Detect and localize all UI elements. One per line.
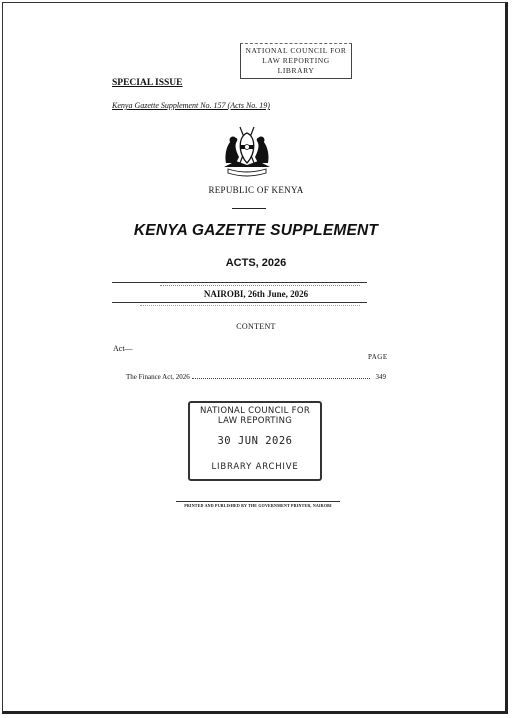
content-heading: CONTENT [236, 322, 276, 331]
acts-heading: ACTS, 2026 [225, 257, 287, 269]
stamp-top-line3: LIBRARY [277, 66, 315, 75]
rule-top-dotted [160, 285, 360, 286]
supplement-reference: Kenya Gazette Supplement No. 157 (Acts No. 19) [112, 101, 270, 110]
stamp-line2: LAW REPORTING [217, 416, 293, 426]
entry-page: 349 [375, 373, 386, 381]
rule-bottom [112, 302, 367, 303]
act-label: Act— [113, 344, 133, 353]
leader-dots [192, 378, 370, 379]
gazette-title: KENYA GAZETTE SUPPLEMENT [133, 222, 379, 239]
stamp-top-line1: NATIONAL COUNCIL FOR [245, 46, 347, 55]
stamp-top-line2: LAW REPORTING [262, 56, 330, 65]
republic-label: REPUBLIC OF KENYA [208, 185, 304, 195]
printer-imprint: PRINTED AND PUBLISHED BY THE GOVERNMENT PRINTER, NAIROBI [176, 501, 340, 508]
content-entry [126, 373, 386, 381]
library-archive-stamp [188, 401, 322, 481]
stamp-date: 30 JUN 2026 [217, 435, 293, 447]
stamp-line3: LIBRARY ARCHIVE [211, 462, 299, 472]
entry-name: The Finance Act, 2026 [126, 373, 190, 381]
stamp-line1: NATIONAL COUNCIL FOR [199, 406, 311, 416]
rule-top [112, 282, 367, 283]
library-stamp-top [240, 43, 352, 79]
rule-bottom-dotted [140, 305, 360, 306]
page-column-header: PAGE [368, 353, 388, 361]
place-date: NAIROBI, 26th June, 2026 [203, 289, 309, 299]
special-issue-label: SPECIAL ISSUE [112, 78, 183, 88]
title-divider [232, 208, 266, 209]
kenya-coat-of-arms-icon [218, 123, 276, 177]
